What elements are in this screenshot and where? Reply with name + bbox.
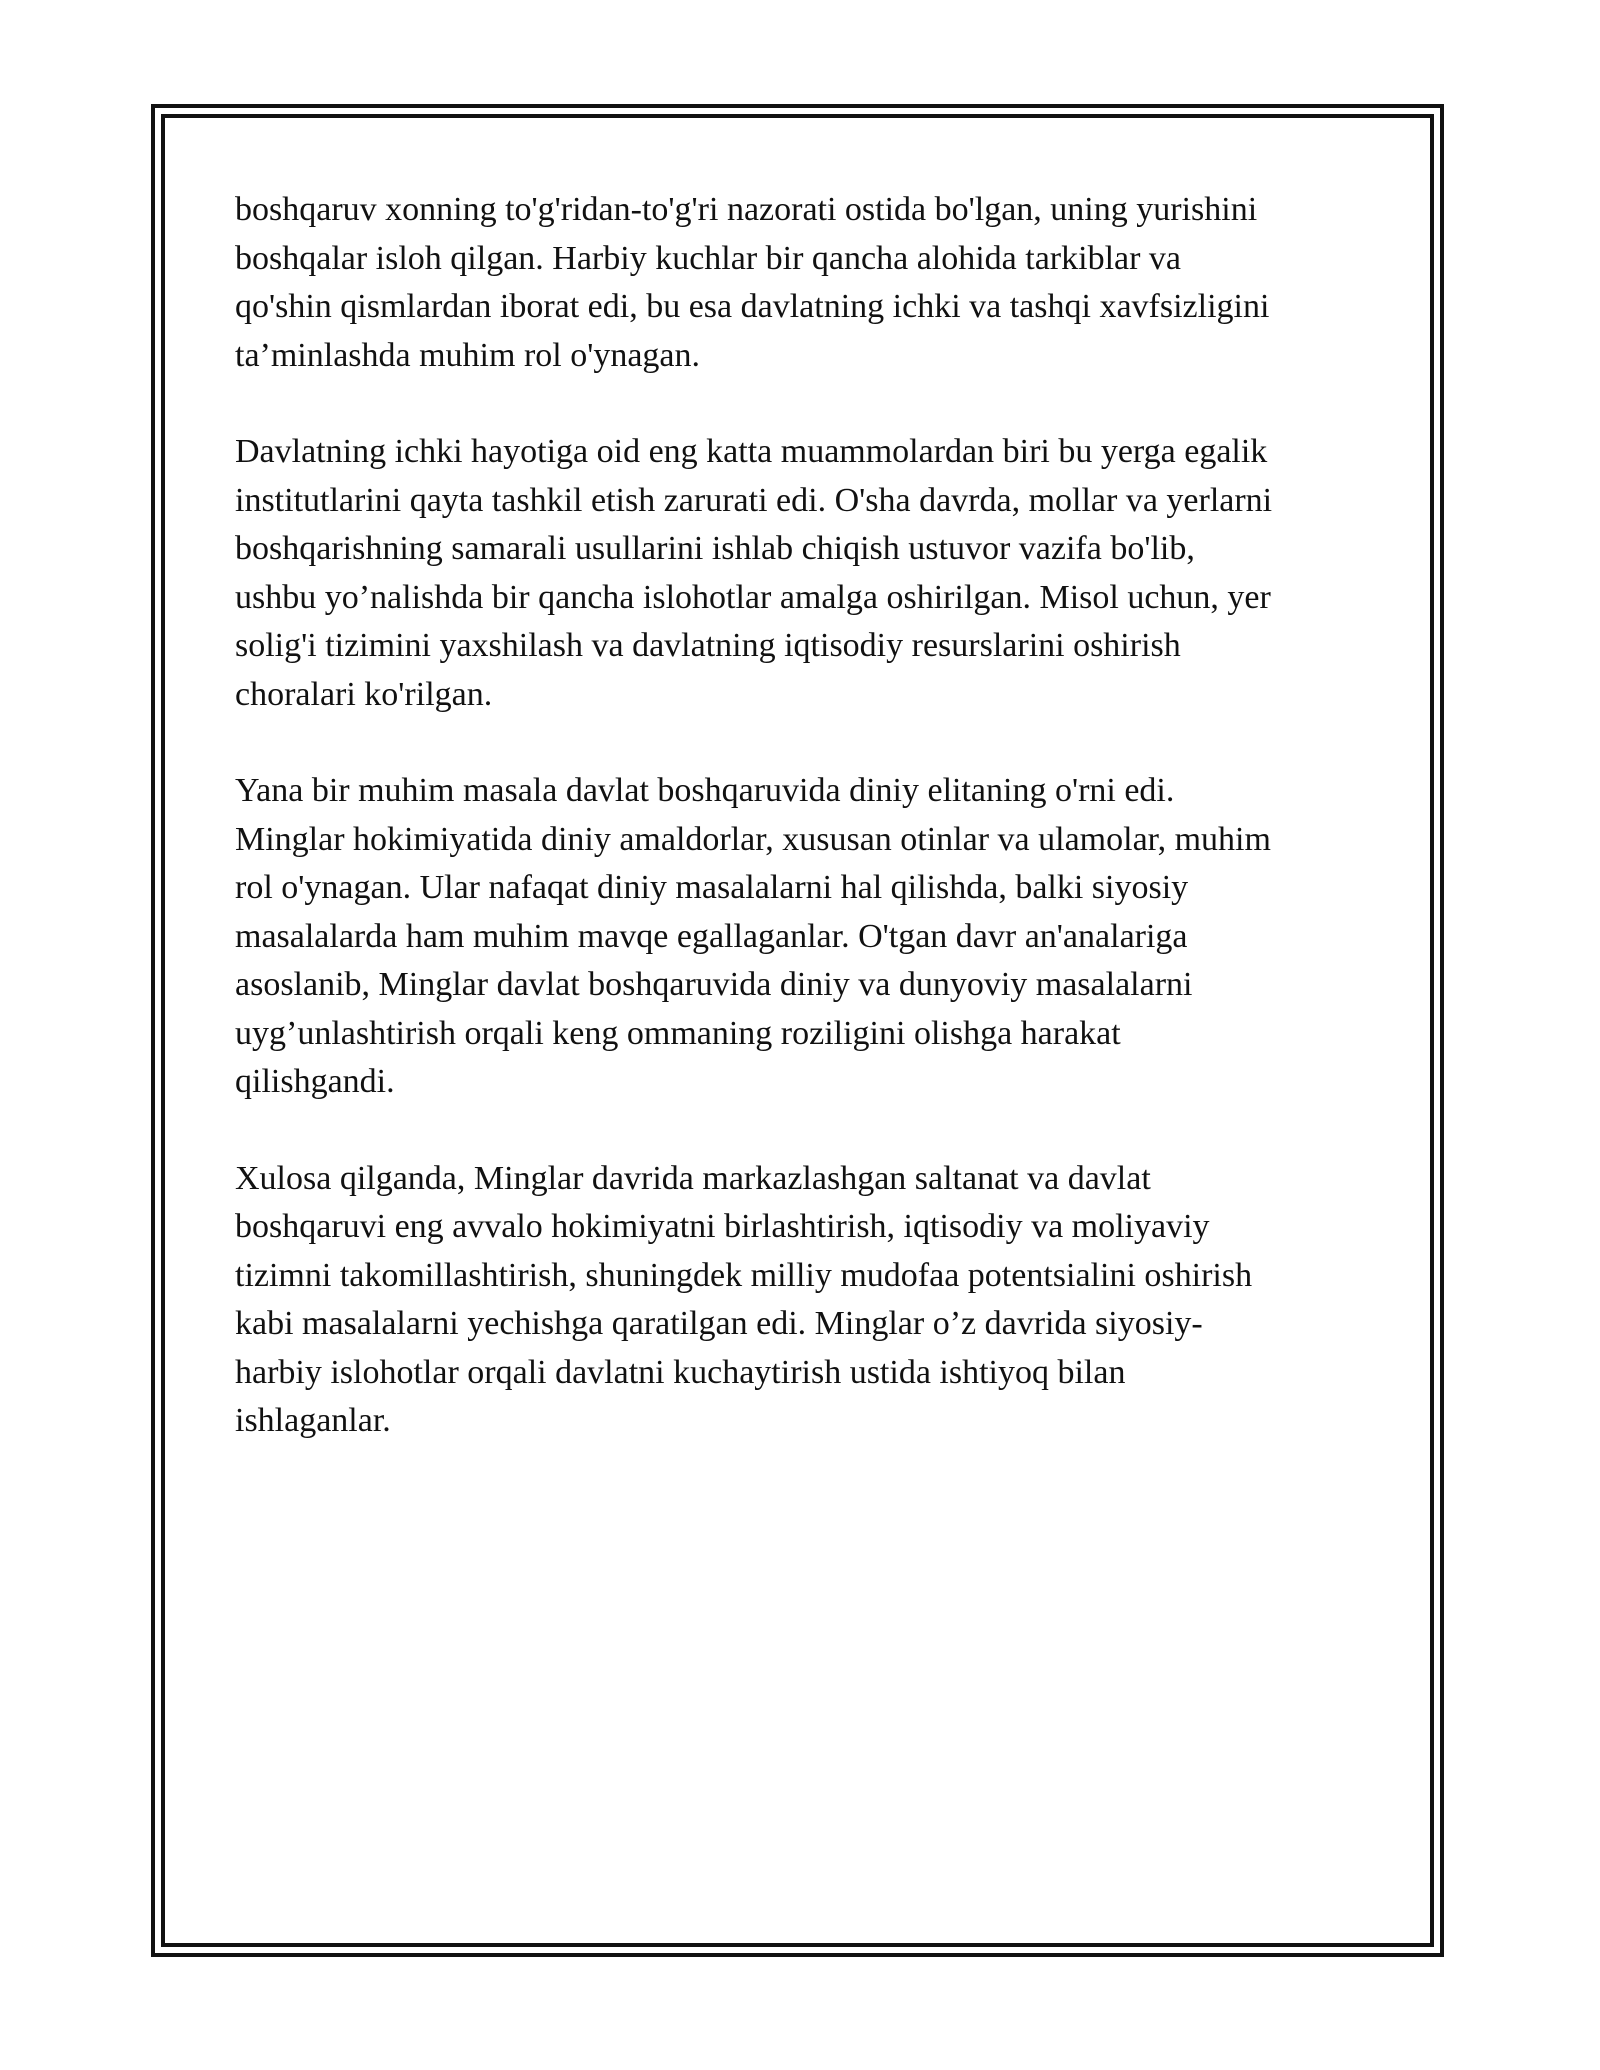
paragraph-3 (235, 767, 1355, 1107)
text-line: ishlaganlar. (235, 1402, 391, 1439)
text-line: boshqarishning samarali usullarini ishlab chiqish ustuvor vazifa bo'lib, (235, 530, 1195, 567)
text-line: Yana bir muhim masala davlat boshqaruvida diniy elitaning o'rni edi. (235, 772, 1175, 809)
text-line: ta’minlashda muhim rol o'ynagan. (235, 336, 701, 374)
text-line: Minglar hokimiyatida diniy amaldorlar, xususan otinlar va ulamolar, muhim (235, 820, 1271, 858)
text-line: boshqaruv xonning to'g'ridan-to'g'ri nazorati ostida bo'lgan, uning yurishini (235, 191, 1258, 228)
text-line: kabi masalalarni yechishga qaratilgan edi. Minglar o’z davrida siyosiy- (235, 1305, 1203, 1342)
text-line: masalalarda ham muhim mavqe egallaganlar. O'tgan davr an'analariga (235, 917, 1188, 955)
text-line: ushbu yo’nalishda bir qancha islohotlar amalga oshirilgan. Misol uchun, yer (235, 578, 1271, 616)
text-line: Xulosa qilganda, Minglar davrida markazlashgan saltanat va davlat (235, 1159, 1151, 1197)
text-line: qilishgandi. (235, 1063, 395, 1100)
text-line: uyg’unlashtirish orqali keng ommaning roziligini olishga harakat (235, 1014, 1121, 1052)
document-body (235, 186, 1355, 1494)
text-line: Davlatning ichki hayotiga oid eng katta muammolardan biri bu yerga egalik (235, 433, 1268, 470)
text-line: asoslanib, Minglar davlat boshqaruvida diniy va dunyoviy masalalarni (235, 966, 1193, 1003)
text-line: choralari ko'rilgan. (235, 675, 493, 713)
paragraph-1 (235, 186, 1355, 380)
text-line: tizimni takomillashtirish, shuningdek milliy mudofaa potentsialini oshirish (235, 1256, 1253, 1294)
text-line: harbiy islohotlar orqali davlatni kuchaytirish ustida ishtiyoq bilan (235, 1353, 1126, 1391)
paragraph-4 (235, 1155, 1355, 1446)
text-line: rol o'ynagan. Ular nafaqat diniy masalalarni hal qilishda, balki siyosiy (235, 869, 1189, 906)
text-line: solig'i tizimini yaxshilash va davlatning iqtisodiy resurslarini oshirish (235, 627, 1181, 664)
text-line: boshqalar isloh qilgan. Harbiy kuchlar bir qancha alohida tarkiblar va (235, 239, 1182, 277)
text-line: institutlarini qayta tashkil etish zarurati edi. O'sha davrda, mollar va yerlarni (235, 481, 1273, 519)
text-line: boshqaruvi eng avvalo hokimiyatni birlashtirish, iqtisodiy va moliyaviy (235, 1208, 1210, 1245)
paragraph-2 (235, 428, 1355, 719)
text-line: qo'shin qismlardan iborat edi, bu esa davlatning ichki va tashqi xavfsizligini (235, 288, 1270, 325)
